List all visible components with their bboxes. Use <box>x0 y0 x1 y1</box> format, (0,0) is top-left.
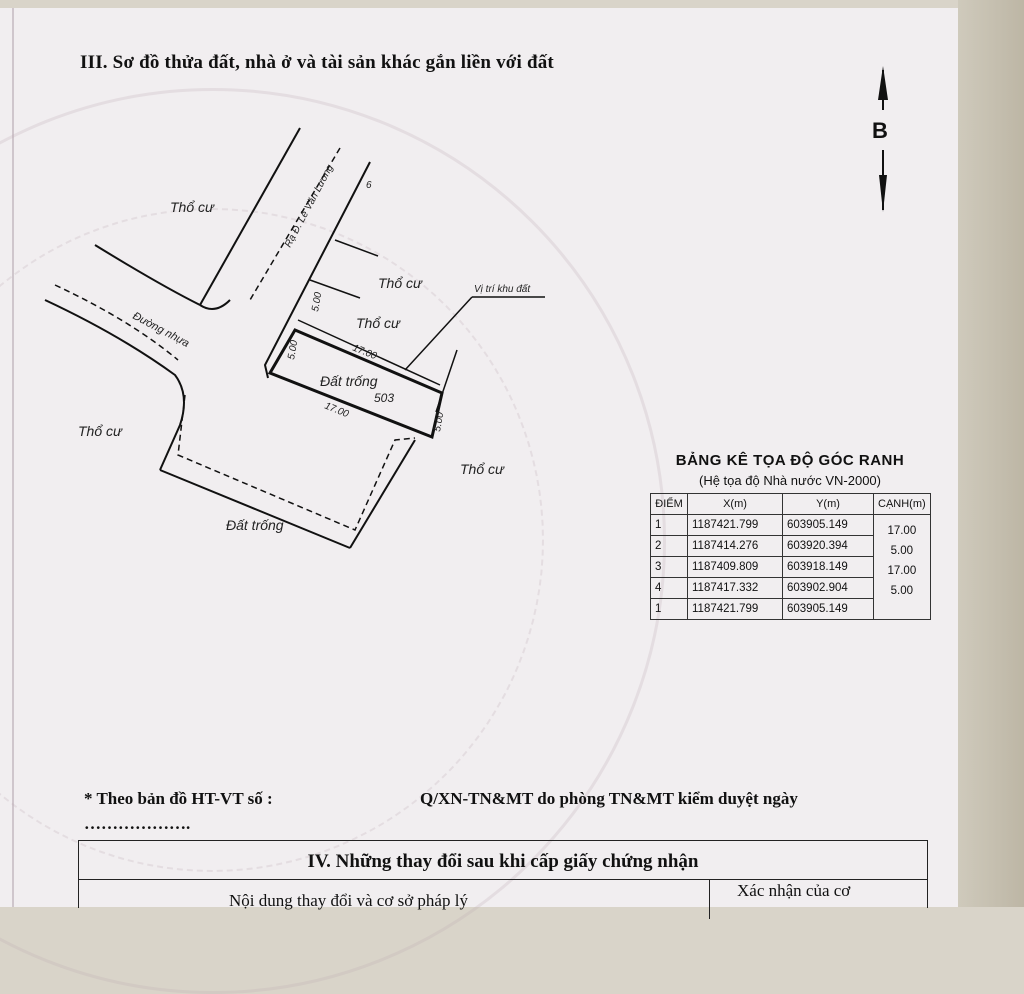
label-tho-cu-3: Thổ cư <box>356 315 400 331</box>
label-tho-cu-2: Thổ cư <box>378 275 422 291</box>
label-duong-nhua: Đường nhựa <box>130 310 192 350</box>
table-header-row <box>651 494 931 515</box>
label-tho-cu-5: Thổ cư <box>460 461 504 477</box>
label-dat-trong-1: Đất trống <box>320 373 378 389</box>
cell-x: 1187417.332 <box>688 578 783 599</box>
coordinate-table-subtitle: (Hệ tọa độ Nhà nước VN-2000) <box>699 473 881 488</box>
cell-x: 1187421.799 <box>688 515 783 536</box>
label-dim-5-left: 5.00 <box>286 339 301 361</box>
north-label: B <box>872 118 888 143</box>
label-point-number: 6 <box>366 180 372 191</box>
section-iv-col-confirm: Xác nhận của cơ <box>737 881 851 900</box>
label-tho-cu-4: Thổ cư <box>78 423 122 439</box>
cell-point: 4 <box>651 578 688 599</box>
cell-point: 1 <box>651 515 688 536</box>
map-reference-note: * Theo bản đồ HT-VT số : <box>84 789 273 808</box>
cell-point: 2 <box>651 536 688 557</box>
location-leader <box>405 297 545 412</box>
cell-y: 603920.394 <box>783 536 874 557</box>
section-iv-table <box>78 840 928 908</box>
label-vi-tri: Vị trí khu đất <box>474 284 531 295</box>
edge-length: 5.00 <box>890 545 914 557</box>
label-dim-17-bottom: 17.00 <box>322 400 351 421</box>
section-iv-col-content: Nội dung thay đổi và cơ sở pháp lý <box>229 891 468 910</box>
cell-y: 603902.904 <box>783 578 874 599</box>
cell-point: 3 <box>651 557 688 578</box>
cell-y: 603905.149 <box>783 599 874 620</box>
edge-lengths-cell <box>874 515 931 620</box>
label-parcel-number: 503 <box>374 391 395 405</box>
section-iv-divider <box>79 879 927 880</box>
table-row <box>651 515 931 536</box>
label-road-name: Rạ Đ. Lê Văn Lương <box>282 163 336 250</box>
edge-length: 17.00 <box>887 525 917 537</box>
label-dat-trong-2: Đất trống <box>226 517 284 533</box>
edge-length: 5.00 <box>890 585 914 597</box>
road-duong-nhua <box>45 245 415 548</box>
note-dots: ………………. <box>84 814 191 833</box>
coordinate-table-title: BẢNG KÊ TỌA ĐỘ GÓC RANH <box>675 452 905 469</box>
label-tho-cu-1: Thổ cư <box>170 199 214 215</box>
header-edge: CẠNH(m) <box>874 494 931 515</box>
cell-x: 1187409.809 <box>688 557 783 578</box>
header-y: Y(m) <box>783 494 874 515</box>
section-iv-column-divider <box>709 879 710 919</box>
cell-y: 603905.149 <box>783 515 874 536</box>
label-dim-5-top: 5.00 <box>310 291 325 313</box>
edge-length: 17.00 <box>887 565 917 577</box>
label-dim-5-right: 5.00 <box>432 411 447 433</box>
header-x: X(m) <box>688 494 783 515</box>
coordinate-table <box>650 493 931 620</box>
cell-x: 1187414.276 <box>688 536 783 557</box>
approval-note: Q/XN-TN&MT do phòng TN&MT kiểm duyệt ngày <box>420 789 798 808</box>
section-iv-title: IV. Những thay đổi sau khi cấp giấy chứng nhận <box>307 851 699 872</box>
cell-point: 1 <box>651 599 688 620</box>
header-point: ĐIỂM <box>651 494 688 515</box>
cell-y: 603918.149 <box>783 557 874 578</box>
section-heading: III. Sơ đồ thửa đất, nhà ở và tài sản khác gắn liền với đất <box>80 52 554 73</box>
label-dim-17-top: 17.00 <box>350 342 379 363</box>
cell-x: 1187421.799 <box>688 599 783 620</box>
